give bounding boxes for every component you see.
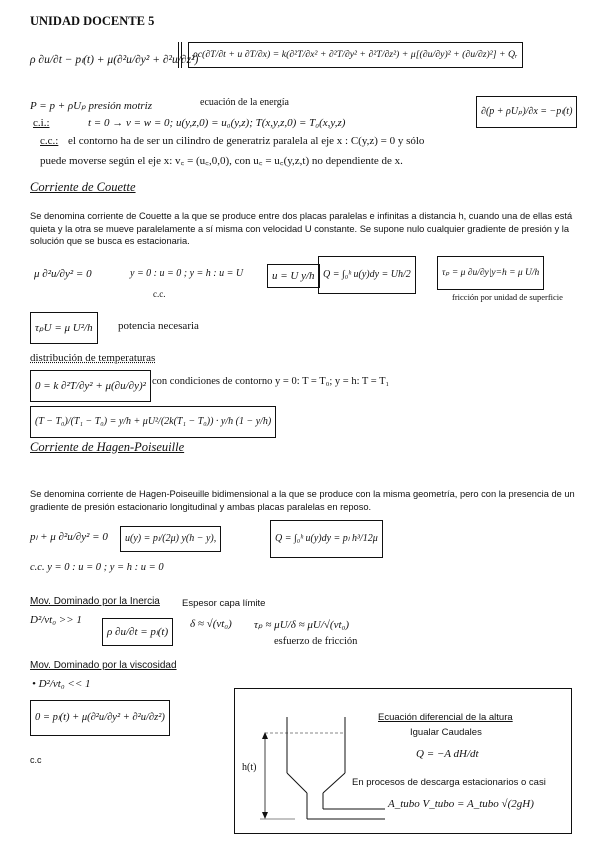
cc-text-1: el contorno ha de ser un cilindro de generatriz paralela al eje x : C(y,z) = 0 y sólo xyxy=(68,135,425,147)
friction-label: fricción por unidad de superficie xyxy=(452,292,563,302)
couette-cc: c.c. xyxy=(153,289,166,299)
temperature-solution: (T − T₀)/(T₁ − T₀) = y/h + μU²/(2k(T₁ − T₀)) · y/h (1 − y/h) xyxy=(30,406,276,438)
viscosity-condition: • D²/νt₀ << 1 xyxy=(32,678,91,690)
momentum-equation: ρ ∂u/∂t − pₗ(t) + μ(∂²u/∂y² + ∂²u/∂z²) xyxy=(30,54,199,66)
temperature-bc: con condiciones de contorno y = 0: T = T₀; y = h: T = T₁ xyxy=(152,376,390,387)
diagram-title: Ecuación diferencial de la altura xyxy=(378,712,513,723)
couette-stress: τₚ = μ ∂u/∂y|y=h = μ U/h xyxy=(437,256,544,290)
pressure-gradient: ∂(p + ρUₚ)/∂x = −pₗ(t) xyxy=(476,96,577,128)
tank-funnel-right xyxy=(323,773,345,793)
hagen-flow: Q = ∫₀ʰ u(y)dy = pₗ h³/12μ xyxy=(270,520,383,558)
hagen-heading: Corriente de Hagen-Poiseuille xyxy=(30,440,185,454)
divider xyxy=(178,42,179,68)
couette-main-equation: μ ∂²u/∂y² = 0 xyxy=(34,268,92,280)
couette-flow: Q = ∫₀ʰ u(y)dy = Uh/2 xyxy=(318,256,416,294)
couette-description: Se denomina corriente de Couette a la que se produce entre dos placas paralelas e infinitas a distancia h, cuando una de ellas está quieta y la otra se mueve paralelamente a sí misma con velocidad U constante. Se supone nulo cualquier gradiente de presión y la solución que se busca es estacionaria. xyxy=(30,211,573,246)
viscosity-equation: 0 = pₗ(t) + μ(∂²u/∂y² + ∂²u/∂z²) xyxy=(30,700,170,736)
friction-effort-label: esfuerzo de fricción xyxy=(274,636,358,647)
ci-label: c.i.: xyxy=(33,117,50,129)
temperature-equation: 0 = k ∂²T/∂y² + μ(∂u/∂y)² xyxy=(30,370,151,402)
diagram-equation-2: A_tubo V_tubo = A_tubo √(2gH) xyxy=(388,798,534,810)
cc-label: c.c.: xyxy=(40,135,59,147)
couette-power: τₚU = μ U²/h xyxy=(30,312,98,344)
couette-bc: y = 0 : u = 0 ; y = h : u = U xyxy=(130,268,244,279)
energy-label: ecuación de la energía xyxy=(200,97,289,108)
ci-text: t = 0 → v = w = 0; u(y,z,0) = u₀(y,z); T(x,y,z,0) = T₀(x,y,z) xyxy=(88,117,346,129)
power-label: potencia necesaria xyxy=(118,320,199,332)
hagen-velocity: u(y) = pₗ/(2μ) y(h − y), xyxy=(120,526,221,552)
hagen-description: Se denomina corriente de Hagen-Poiseuille bidimensional a la que se produce con la misma geometría, pero con la presencia de un gradiente de presión estacionario longitudinal y ambas placas paralelas en reposo. xyxy=(30,489,575,512)
inertia-stress: τₚ ≈ μU/δ ≈ μU/√(νt₀) xyxy=(254,619,350,631)
inertia-heading: Mov. Dominado por la Inercia xyxy=(30,596,160,607)
divider xyxy=(181,42,182,68)
energy-equation: ρc(∂T/∂t + u ∂T/∂x) = k(∂²T/∂x² + ∂²T/∂y² + ∂²T/∂z²) + μ[(∂u/∂y)² + (∂u/∂z)²] + Qᵣ xyxy=(188,42,523,68)
diagram-subtitle: Igualar Caudales xyxy=(410,727,482,738)
viscosity-heading: Mov. Dominado por la viscosidad xyxy=(30,660,177,671)
viscosity-cc: c.c xyxy=(30,755,42,765)
tank-diagram xyxy=(234,688,572,834)
inertia-condition: D²/νt₀ >> 1 xyxy=(30,614,82,626)
couette-heading: Corriente de Couette xyxy=(30,180,136,194)
boundary-layer-label: Espesor capa límite xyxy=(182,598,266,609)
diagram-text: En procesos de descarga estacionarios o casi xyxy=(352,777,546,788)
couette-velocity: u = U y/h xyxy=(267,264,320,288)
height-label: h(t) xyxy=(242,762,257,773)
cc-text-2: puede moverse según el eje x: v꜀ = (u꜀,0,0), con u꜀ = u꜀(y,z,t) no dependiente de x. xyxy=(40,155,403,167)
inertia-equation: ρ ∂u/∂t = pₗ(t) xyxy=(102,618,173,646)
hagen-main-equation: pₗ + μ ∂²u/∂y² = 0 xyxy=(30,531,108,543)
arrow-down-icon xyxy=(262,812,268,819)
tank-drawing xyxy=(235,689,571,833)
diagram-equation-1: Q = −A dH/dt xyxy=(416,748,479,760)
hagen-bc: c.c. y = 0 : u = 0 ; y = h : u = 0 xyxy=(30,562,164,573)
temperature-label: distribución de temperaturas xyxy=(30,352,156,364)
page-title: UNIDAD DOCENTE 5 xyxy=(30,14,155,28)
boundary-layer-equation: δ ≈ √(νt₀) xyxy=(190,618,232,630)
tank-funnel-left xyxy=(287,773,307,793)
motive-pressure: P = p + ρUₚ presión motriz xyxy=(30,100,153,112)
